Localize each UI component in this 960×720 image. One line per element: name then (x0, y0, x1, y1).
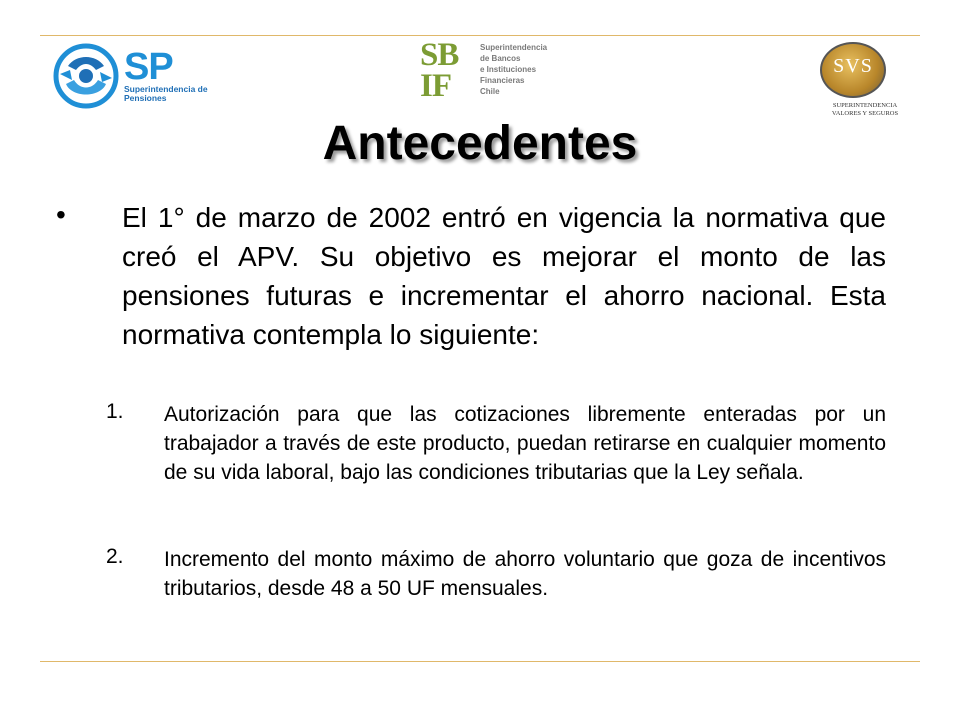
item-number: 2. (106, 545, 124, 568)
bottom-divider (40, 661, 920, 662)
sbif-mark-line1: SB (420, 37, 459, 73)
sp-logo (50, 38, 210, 114)
sbif-text-line: Superintendencia (480, 43, 548, 52)
sbif-mark-line2: IF (420, 68, 451, 104)
item-text: Autorización para que las cotizaciones libremente enteradas por un trabajador a través de este producto, puedan retirarse en cualquier momento de su vida laboral, bajo las condiciones tributarias que la Ley señala. (164, 403, 886, 484)
slide-title: Antecedentes (322, 117, 638, 170)
bullet-paragraph: El 1° de marzo de 2002 entró en vigencia la normativa que creó el APV. Su objetivo es mejorar el monto de las pensiones futuras e incrementar el ahorro nacional. Esta normativa contempla lo siguiente: (122, 202, 886, 350)
sp-emblem-icon (50, 40, 122, 112)
svs-subtitle-line2: VALORES Y SEGUROS (831, 110, 899, 117)
sbif-text-line: Financieras (480, 76, 525, 85)
sbif-text-line: Chile (480, 87, 500, 96)
sbif-logo (420, 37, 550, 112)
item-text: Incremento del monto máximo de ahorro voluntario que goza de incentivos tributarios, desde 48 a 50 UF mensuales. (164, 548, 886, 600)
sbif-text-line: e Instituciones (480, 65, 537, 74)
sbif-logo-text (480, 42, 550, 97)
svs-logo (810, 42, 920, 122)
top-divider (40, 35, 920, 36)
sbif-text-line: de Bancos (480, 54, 521, 63)
svs-subtitle-line1: SUPERINTENDENCIA (832, 102, 898, 109)
sp-logo-letters: SP (124, 46, 173, 88)
bullet-dot: • (56, 199, 66, 230)
svs-logo-letters: SVS (833, 55, 873, 77)
sp-logo-subtitle: Superintendencia de Pensiones (124, 84, 208, 103)
sbif-mark (420, 37, 478, 106)
item-number: 1. (106, 400, 124, 423)
